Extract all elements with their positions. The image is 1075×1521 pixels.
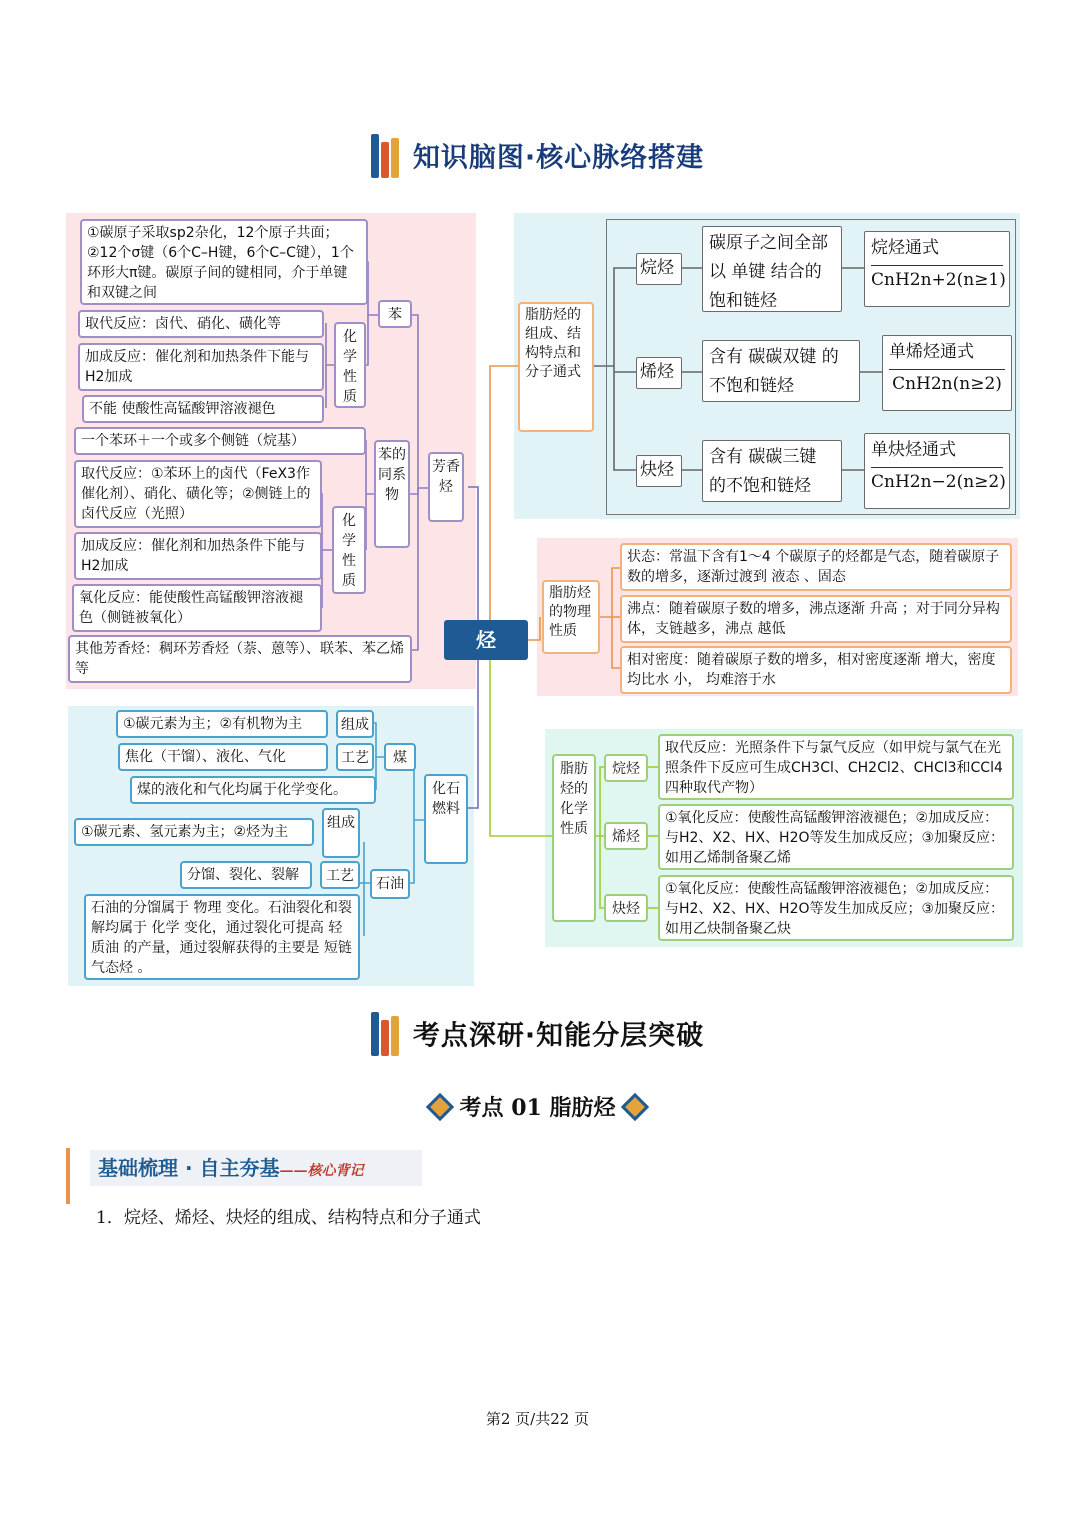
chemical-node: 脂肪烃的化学性质 xyxy=(552,754,596,922)
question-1: 1．烷烃、烯烃、炔烃的组成、结构特点和分子通式 xyxy=(96,1208,481,1228)
alkane-formula: CnH2n+2(n≥1) xyxy=(871,265,1003,295)
homolog-node: 苯的同系物 xyxy=(374,440,410,548)
alkyne-formula-box xyxy=(864,433,1010,509)
alkene-formula: CnH2n(n≥2) xyxy=(889,369,1005,399)
oil-note-box: 石油的分馏属于 物理 变化。石油裂化和裂解均属于 化学 变化，通过裂化可提高 轻质油 的产量，通过裂解获得的主要是 短链气态烃 。 xyxy=(84,894,360,980)
homolog-chem-node: 化学性质 xyxy=(332,506,366,594)
benzene-node: 苯 xyxy=(378,300,412,328)
alkene-desc: 含有 碳碳双键 的不饱和链烃 xyxy=(702,340,860,402)
coal-note-box: 煤的液化和气化均属于化学变化。 xyxy=(130,776,376,804)
benzene-no-oxidation-box: 不能 使酸性高锰酸钾溶液褪色 xyxy=(82,395,324,423)
oil-composition-label: 组成 xyxy=(322,808,360,858)
chem-alkene-box: ①氧化反应：使酸性高锰酸钾溶液褪色；②加成反应：与H2、X2、HX、H2O等发生加成反应；③加聚反应：如用乙烯制备聚乙烯 xyxy=(658,804,1014,870)
structure-node: 脂肪烃的组成、结构特点和分子通式 xyxy=(518,302,594,432)
kaodian-heading: 考点 01 脂肪烃 xyxy=(0,1091,1075,1122)
alkyne-label: 炔烃 xyxy=(636,455,682,487)
coal-node: 煤 xyxy=(384,743,416,771)
alkane-formula-label: 烷烃通式 xyxy=(871,238,939,258)
state-box: 状态：常温下含有1～4 个碳原子的烃都是气态，随着碳原子数的增多，逐渐过渡到 液态 、固态 xyxy=(620,543,1012,591)
subhead: 基础梳理 · 自主夯基——核心背记 xyxy=(98,1156,364,1180)
oil-node: 石油 xyxy=(370,869,410,899)
alkane-label: 烷烃 xyxy=(636,253,682,285)
fossil-fuel-node: 化石燃料 xyxy=(424,774,468,864)
diamond-right-icon xyxy=(621,1092,649,1120)
diamond-left-icon xyxy=(425,1092,453,1120)
chem-alkyne-label: 炔烃 xyxy=(604,894,648,922)
aromatic-node: 芳香烃 xyxy=(428,452,464,522)
homolog-oxidation-box: 氧化反应：能使酸性高锰酸钾溶液褪色（侧链被氧化） xyxy=(72,584,322,632)
section-title-mindmap: 知识脑图·核心脉络搭建 xyxy=(0,132,1075,178)
chem-alkane-label: 烷烃 xyxy=(604,754,648,782)
alkyne-formula: CnH2n−2(n≥2) xyxy=(871,467,1003,497)
benzene-substitution-box: 取代反应：卤代、硝化、磺化等 xyxy=(78,310,324,338)
subhead-bar xyxy=(66,1148,70,1204)
coal-composition-label: 组成 xyxy=(336,710,374,738)
alkene-formula-label: 单烯烃通式 xyxy=(889,342,974,362)
alkane-formula-box xyxy=(864,231,1010,307)
physical-node: 脂肪烃的物理性质 xyxy=(542,580,600,654)
chem-alkane-box: 取代反应：光照条件下与氯气反应（如甲烷与氯气在光照条件下反应可生成CH3Cl、CH2Cl2、CHCl3和CCl4四种取代产物） xyxy=(658,734,1014,800)
density-box: 相对密度：随着碳原子数的增多，相对密度逐渐 增大，密度均比水 小， 均难溶于水 xyxy=(620,646,1012,694)
books-icon xyxy=(371,1010,407,1056)
alkyne-desc: 含有 碳碳三键 的不饱和链烃 xyxy=(702,440,842,502)
center-node-hydrocarbon: 烃 xyxy=(444,620,528,660)
other-aromatic-box: 其他芳香烃：稠环芳香烃（萘、蒽等）、联苯、苯乙烯等 xyxy=(68,635,412,683)
oil-process-box: 分馏、裂化、裂解 xyxy=(180,861,312,889)
alkyne-formula-label: 单炔烃通式 xyxy=(871,440,956,460)
oil-composition-box: ①碳元素、氢元素为主；②烃为主 xyxy=(74,818,314,846)
chem-alkyne-box: ①氧化反应：使酸性高锰酸钾溶液褪色；②加成反应：与H2、X2、HX、H2O等发生加成反应；③加聚反应：如用乙炔制备聚乙炔 xyxy=(658,875,1014,941)
benzene-addition-box: 加成反应：催化剂和加热条件下能与H2加成 xyxy=(78,343,324,391)
alkane-desc: 碳原子之间全部以 单键 结合的饱和链烃 xyxy=(702,226,842,312)
chem-alkene-label: 烯烃 xyxy=(604,822,648,850)
oil-process-label: 工艺 xyxy=(320,861,360,889)
alkene-label: 烯烃 xyxy=(636,357,682,389)
homolog-substitution-box: 取代反应：①苯环上的卤代（FeX3作催化剂）、硝化、磺化等；②侧链上的卤代反应（光照） xyxy=(74,460,322,528)
homolog-addition-box: 加成反应：催化剂和加热条件下能与H2加成 xyxy=(74,532,322,580)
coal-process-box: 焦化（干馏）、液化、气化 xyxy=(118,743,328,771)
page-footer: 第2 页/共22 页 xyxy=(485,1410,590,1428)
benzene-structure-box: ①碳原子采取sp2杂化，12个原子共面；②12个σ键（6个C–H键，6个C–C键），1个环形大π键。碳原子间的键相同，介于单键和双键之间 xyxy=(80,219,368,305)
boiling-point-box: 沸点：随着碳原子数的增多，沸点逐渐 升高 ；对于同分异构体，支链越多，沸点 越低 xyxy=(620,595,1012,643)
section-title-indepth: 考点深研·知能分层突破 xyxy=(0,1010,1075,1056)
alkene-formula-box xyxy=(882,335,1012,411)
benzene-chem-node: 化学性质 xyxy=(334,322,366,408)
coal-composition-box: ①碳元素为主；②有机物为主 xyxy=(116,710,328,738)
homolog-definition-box: 一个苯环＋一个或多个侧链（烷基） xyxy=(74,427,366,455)
coal-process-label: 工艺 xyxy=(336,743,374,771)
